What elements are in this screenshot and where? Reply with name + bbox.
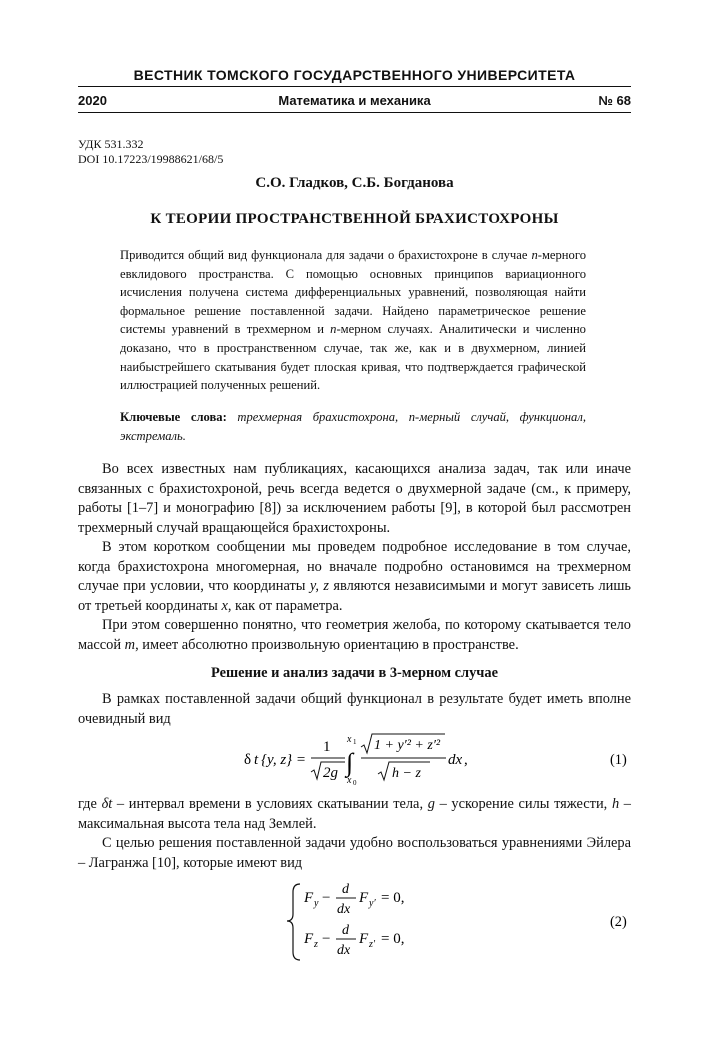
eq1-trailing: , [464, 752, 468, 768]
paragraph: С целью решения поставленной задачи удобно воспользоваться уравнениями Эйлера – Лагранжа [10], которые имеют вид [78, 835, 631, 871]
paragraph: Во всех известных нам публикациях, касающихся анализа задач, так или иначе связанных с брахистохроной, речь всегда ведется о двухмерной задаче (см., к примеру, работы [1–7] и монографию [8]) за исключением работы [9], в которой был рассмотрен трехмерный случай вращающейся брахистохроны. [78, 461, 631, 536]
inline-var: δt [101, 796, 113, 812]
equation-1-svg [78, 731, 631, 791]
eq2-line2-F2: F [359, 931, 369, 947]
eq2-line1-sub: y [314, 898, 319, 909]
paragraph-text: – ускорение силы тяжести, [434, 796, 612, 812]
doi: DOI 10.17223/19988621/68/5 [78, 152, 224, 166]
paragraph-text: , имеет абсолютно произвольную ориентацию в пространстве. [135, 636, 519, 653]
eq2-line2-dx: dx [337, 943, 351, 958]
header-rule-top [78, 86, 631, 87]
eq1-integrand-den: h − z [392, 766, 421, 781]
intro-text [78, 460, 631, 655]
keywords [120, 408, 586, 445]
paragraph-text: В этом коротком сообщении мы проведем подробное исследование в том случае, когда брахистохрона многомерная, но вначале подробно остановимся на трехмерном случае при условии, что координаты [78, 539, 631, 594]
eq1-upper-sub: 1 [353, 738, 357, 746]
paragraph-text: , как от параметра. [227, 597, 343, 614]
abstract-text: -мерного евклидового пространства. С помощью основных принципов вариационного исчисления получена система дифференциальных уравнений, позволяющая найти формальное решение поставленной задачи. Найдено параметрическое решение системы уравнений в трехмерном и [120, 248, 586, 337]
inline-var: g [427, 796, 435, 812]
paragraph-text: являются независимыми и могут зависеть лишь от третьей координаты [78, 578, 631, 614]
inline-var: h [611, 796, 620, 812]
eq2-line1-F: F [304, 890, 314, 906]
eq2-line1-d: d [342, 882, 349, 897]
equation-1 [78, 731, 631, 791]
section-heading: Решение и анализ задачи в 3-мерном случае [211, 665, 498, 681]
paragraph-text: – интервал времени в условиях скатывании тела, [112, 796, 428, 812]
abstract-var: n [531, 248, 538, 262]
eq1-lower-limit: x [347, 775, 352, 786]
left-brace-icon [287, 884, 300, 960]
paragraph [78, 538, 631, 616]
eq2-line2-F: F [304, 931, 314, 947]
eq1-frac-num: 1 [323, 739, 331, 755]
authors: С.О. Гладков, С.Б. Богданова [255, 175, 454, 191]
eq1-number: (1) [610, 752, 627, 768]
article-title: К ТЕОРИИ ПРОСТРАНСТВЕННОЙ БРАХИСТОХРОНЫ [150, 211, 559, 227]
eq2-line2-sub: z [314, 939, 318, 950]
eq2-line2-prime-sub: z′ [369, 939, 376, 950]
eq1-dx: dx [448, 752, 463, 768]
paragraph: В рамках поставленной задачи общий функционал в результате будет иметь вполне очевидный вид [78, 691, 631, 727]
eq2-line1-dx: dx [337, 902, 351, 917]
issue-year: 2020 [78, 93, 107, 108]
paragraph-text: При этом совершенно понятно, что геометрия желоба, по которому скатывается тело массой [78, 617, 631, 653]
keywords-list: трехмерная брахистохрона, n-мерный случай, функционал, экстремаль. [120, 410, 586, 443]
eq1-delta: δ [244, 752, 252, 768]
udc-code: УДК 531.332 [78, 137, 144, 151]
abstract-text: -мерном случаях. Аналитически и численно доказано, что в пространственном случае, так же, как и в двухмерном, линией наибыстрейшего скатывания будет плоская кривая, что подтверждается графической иллюстрацией полученных решений. [120, 322, 586, 393]
eq1-upper-limit: x [347, 734, 352, 745]
eq2-number: (2) [610, 914, 627, 930]
issue-number: № 68 [598, 93, 631, 108]
paragraph-text: где [78, 796, 102, 812]
eq2-line1-prime-sub: y′ [369, 898, 376, 909]
abstract-text: Приводится общий вид функционала для задачи о брахистохроне в случае [120, 248, 532, 262]
section-text-2 [78, 795, 631, 873]
paragraph [78, 616, 631, 655]
inline-var: m [124, 636, 136, 653]
eq1-args: {y, z} = [261, 752, 307, 768]
eq1-lower-sub: 0 [353, 779, 357, 787]
integral-sign-icon: ∫ [346, 748, 354, 777]
equation-2-svg [78, 880, 631, 964]
section-text-1 [78, 690, 631, 729]
header-rule-bottom [78, 112, 631, 113]
keywords-label: Ключевые слова: [120, 410, 227, 424]
eq1-frac-den: 2g [323, 765, 338, 781]
inline-var: y, z [309, 578, 329, 594]
eq2-line2-minus: − [322, 931, 331, 947]
eq1-integrand-num: 1 + y′² + z′² [374, 738, 441, 753]
paragraph-text: – максимальная высота тела над Землей. [78, 796, 631, 832]
journal-section: Математика и механика [278, 93, 431, 108]
article-meta [78, 137, 223, 167]
abstract-var: n [330, 322, 337, 337]
eq2-line1-F2: F [359, 890, 369, 906]
eq1-t: t [254, 752, 259, 768]
journal-title: ВЕСТНИК ТОМСКОГО ГОСУДАРСТВЕННОГО УНИВЕРСИТЕТА [133, 67, 576, 83]
eq2-line2-rhs: = 0, [381, 931, 405, 947]
eq2-line1-minus: − [322, 890, 331, 906]
inline-var: x [221, 597, 228, 614]
eq2-line2-d: d [342, 923, 349, 938]
paragraph [78, 795, 631, 834]
equation-2 [78, 880, 631, 964]
eq2-line1-rhs: = 0, [381, 890, 405, 906]
abstract [120, 246, 586, 395]
